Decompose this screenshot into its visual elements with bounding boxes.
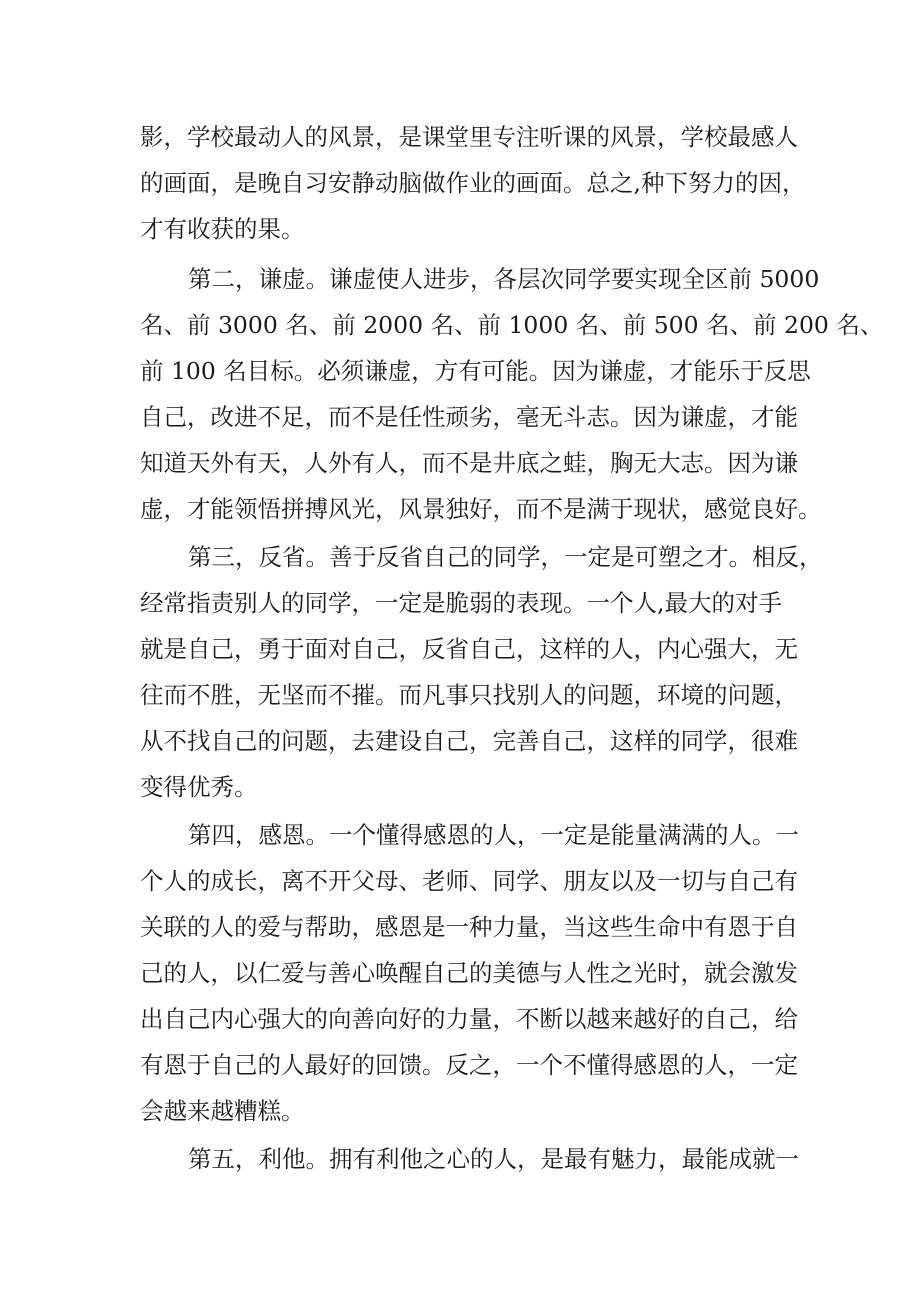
- paragraph-first-line: 第五，利他。拥有利他之心的人，是最有魅力，最能成就一: [188, 1145, 799, 1173]
- text-line: 从不找自己的问题，去建设自己，完善自己，这样的同学，很难: [140, 727, 798, 755]
- text-line: 的画面，是晚自习安静动脑做作业的画面。总之,种下努力的因，: [140, 169, 806, 197]
- text-line: 名、前 3000 名、前 2000 名、前 1000 名、前 500 名、前 200 名、: [140, 311, 884, 339]
- paragraph-first-line: 第三，反省。善于反省自己的同学，一定是可塑之才。相反，: [188, 543, 823, 571]
- text-line: 才有收获的果。: [140, 215, 305, 243]
- paragraph-first-line: 第四，感恩。一个懂得感恩的人，一定是能量满满的人。一: [188, 821, 799, 849]
- text-line: 关联的人的爱与帮助，感恩是一种力量，当这些生命中有恩于自: [140, 913, 798, 941]
- text-line: 往而不胜，无坚而不摧。而凡事只找别人的问题，环境的问题，: [140, 681, 798, 709]
- text-line: 会越来越糟糕。: [140, 1097, 305, 1125]
- text-line: 知道天外有天，人外有人，而不是井底之蛙，胸无大志。因为谦: [140, 449, 798, 477]
- text-line: 出自己内心强大的向善向好的力量，不断以越来越好的自己，给: [140, 1005, 798, 1033]
- text-line: 虚，才能领悟拼搏风光，风景独好，而不是满于现状，感觉良好。: [140, 495, 822, 523]
- text-line: 影，学校最动人的风景，是课堂里专注听课的风景，学校最感人: [140, 123, 798, 151]
- text-line: 经常指责别人的同学，一定是脆弱的表现。一个人,最大的对手: [140, 589, 782, 617]
- text-line: 有恩于自己的人最好的回馈。反之，一个不懂得感恩的人，一定: [140, 1051, 798, 1079]
- text-line: 前 100 名目标。必须谦虚，方有可能。因为谦虚，才能乐于反思: [140, 357, 811, 385]
- text-line: 己的人，以仁爱与善心唤醒自己的美德与人性之光时，就会激发: [140, 959, 798, 987]
- text-line: 个人的成长，离不开父母、老师、同学、朋友以及一切与自己有: [140, 867, 798, 895]
- text-line: 自己，改进不足，而不是任性顽劣，毫无斗志。因为谦虚，才能: [140, 403, 798, 431]
- text-line: 就是自己，勇于面对自己，反省自己，这样的人，内心强大，无: [140, 635, 798, 663]
- paragraph-first-line: 第二，谦虚。谦虚使人进步，各层次同学要实现全区前 5000: [188, 265, 820, 293]
- text-line: 变得优秀。: [140, 773, 258, 801]
